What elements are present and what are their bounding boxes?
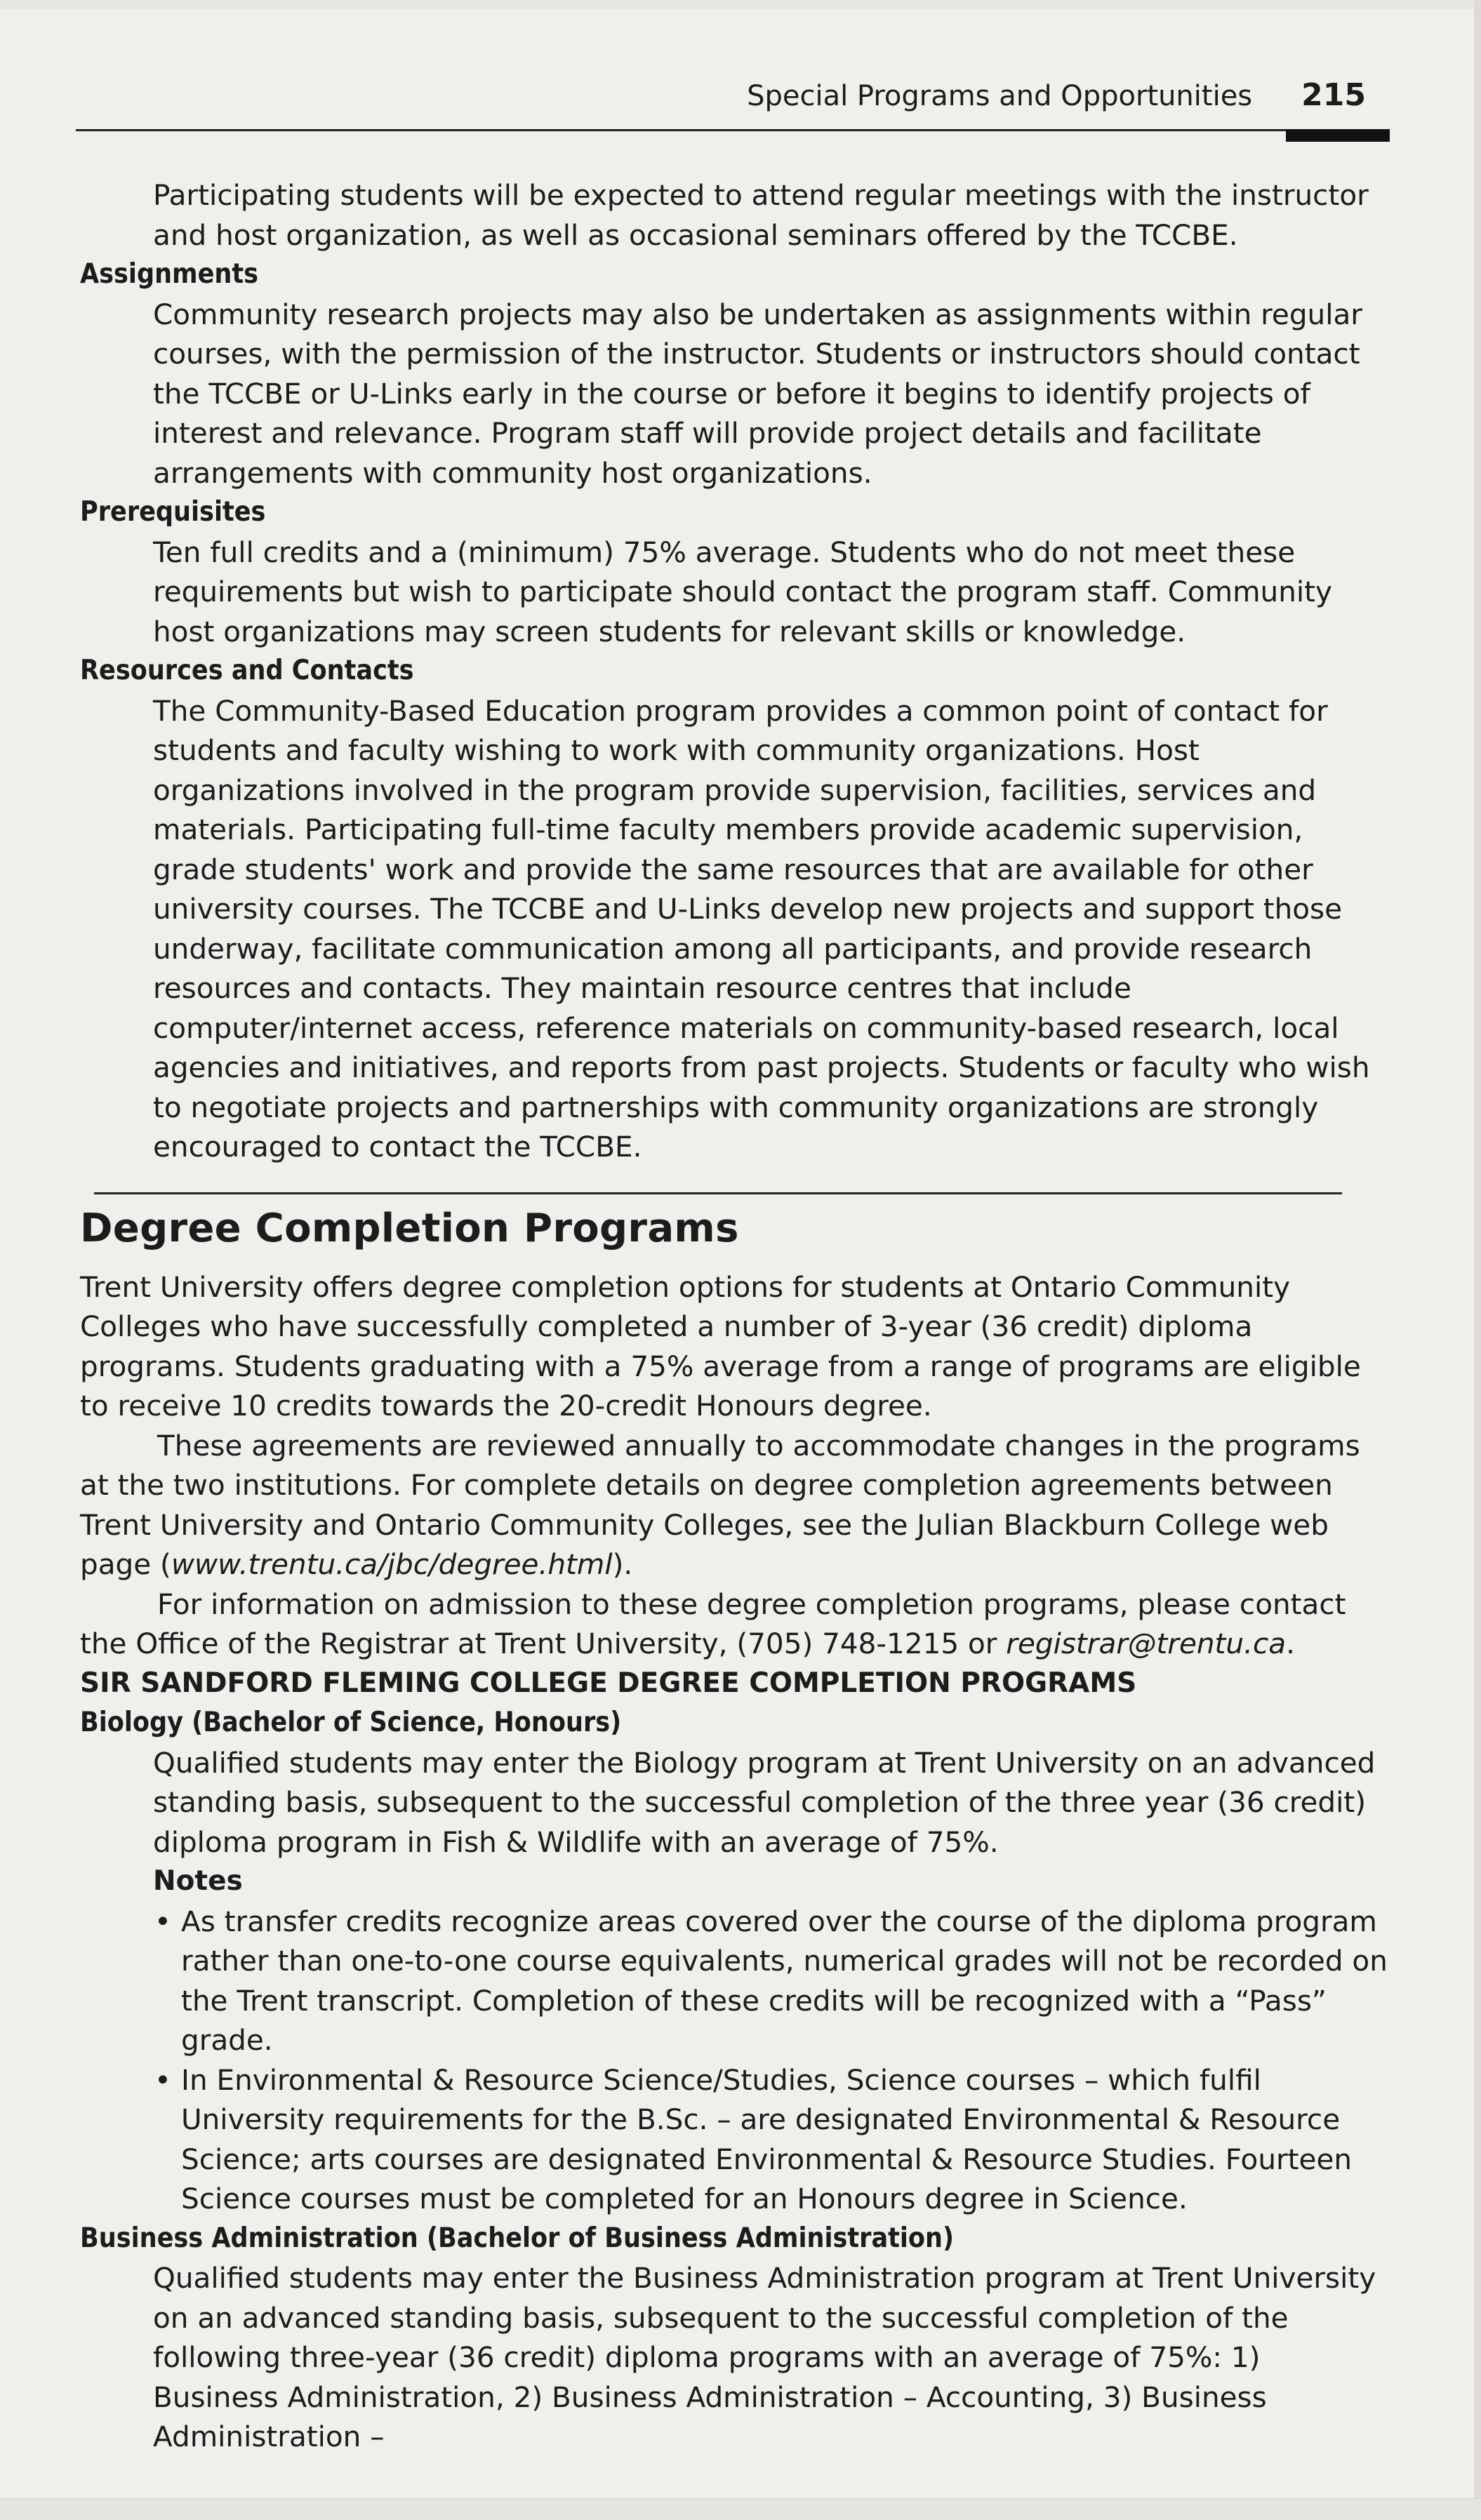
assignments-paragraph: Community research projects may also be undertaken as assignments within regular courses, with the permission of the instructor. Students or instructors should contact the TCCBE or U-Links early in the course or before it begins to identify projects of interest and relevance. Program staff will provide project details and facilitate arrangements with community host organizations. [153,297,1362,490]
bullet-icon: • [154,1904,171,1938]
college-heading: SIR SANDFORD FLEMING COLLEGE DEGREE COMPLETION PROGRAMS [80,1667,1137,1699]
prerequisites-heading: Prerequisites [80,496,266,528]
page-edge-right [1474,0,1481,2520]
business-paragraph: Qualified students may enter the Business Administration program at Trent University on an advanced standing basis, subsequent to the successful completion of the following three-year (36 credit) diploma programs with an average of 75%: 1) Business Administration, 2) Business Administration – Accounting, 3) Business Administration – [153,2261,1376,2453]
section-divider [94,1192,1342,1194]
notes-heading: Notes [153,1865,243,1897]
note-item: • In Environmental & Resource Science/Studies, Science courses – which fulfil University requirements for the B.Sc. – are designated Environmental & Resource Science; arts courses are designated Environmental & Resource Studies. Fourteen Science courses must be completed for an Honours degree in Science. [153,2060,1388,2219]
intro-paragraph: Participating students will be expected to attend regular meetings with the instructor and host organization, as well as occasional seminars offered by the TCCBE. [153,178,1369,252]
bullet-icon: • [154,2062,171,2097]
prerequisites-paragraph: Ten full credits and a (minimum) 75% average. Students who do not meet these requirements but wish to participate should contact the program staff. Community host organizations may screen students for relevant skills or knowledge. [153,535,1332,648]
resources-paragraph: The Community-Based Education program provides a common point of contact for students and faculty wishing to work with community organizations. Host organizations involved in the program provide supervision, facilities, services and materials. Participating full-time faculty members provide academic supervision, grade students' work and provide the same resources that are available for other university courses. The TCCBE and U-Links develop new projects and support those underway, facilitate communication among all participants, and provide research resources and contacts. They maintain resource centres that include computer/internet access, reference materials on community-based research, local agencies and initiatives, and reports from past projects. Students or faculty who wish to negotiate projects and partnerships with community organizations are strongly encouraged to contact the TCCBE. [153,693,1370,1164]
page-edge-top [0,0,1481,10]
biology-heading: Biology (Bachelor of Science, Honours) [80,1707,622,1738]
notes-list [153,1902,1388,2219]
registrar-email-link[interactable]: registrar@trentu.ca [1006,1627,1287,1660]
biology-paragraph: Qualified students may enter the Biology program at Trent University on an advanced standing basis, subsequent to the successful completion of the three year (36 credit) diploma program in Fish & Wildlife with an average of 75%. [153,1745,1376,1859]
section-title: Special Programs and Opportunities [747,80,1253,112]
jbc-web-link[interactable]: www.trentu.ca/jbc/degree.html [171,1547,613,1581]
running-header [747,76,1366,116]
degree-paragraph-1: Trent University offers degree completion options for students at Ontario Community Colleges who have successfully completed a number of 3-year (36 credit) diploma programs. Students graduating with a 75% average from a range of programs are eligible to receive 10 credits towards the 20-credit Honours degree. [80,1269,1361,1422]
business-heading: Business Administration (Bachelor of Business Administration) [80,2222,955,2254]
degree-completion-heading: Degree Completion Programs [80,1205,739,1251]
note-item: • As transfer credits recognize areas covered over the course of the diploma program rather than one-to-one course equivalents, numerical grades will not be recorded on the Trent transcript. Completion of these credits will be recognized with a “Pass” grade. [153,1902,1388,2060]
notes-section [80,1862,1388,2219]
assignments-heading: Assignments [80,258,259,290]
resources-heading: Resources and Contacts [80,655,414,686]
degree-paragraph-2: These agreements are reviewed annually to accommodate changes in the programs at the two institutions. For complete details on degree completion agreements between Trent University and Ontario Community Colleges, see the Julian Blackburn College web page (www.trentu.ca/jbc/degree.html). [80,1428,1360,1581]
page-body [80,175,1388,2457]
degree-paragraph-3: For information on admission to these degree completion programs, please contact the Office of the Registrar at Trent University, (705) 748-1215 or registrar@trentu.ca. [80,1587,1346,1660]
header-bar [1286,129,1390,142]
header-rule [76,129,1390,131]
page-edge-bottom [0,2498,1481,2520]
page-number: 215 [1301,77,1366,113]
